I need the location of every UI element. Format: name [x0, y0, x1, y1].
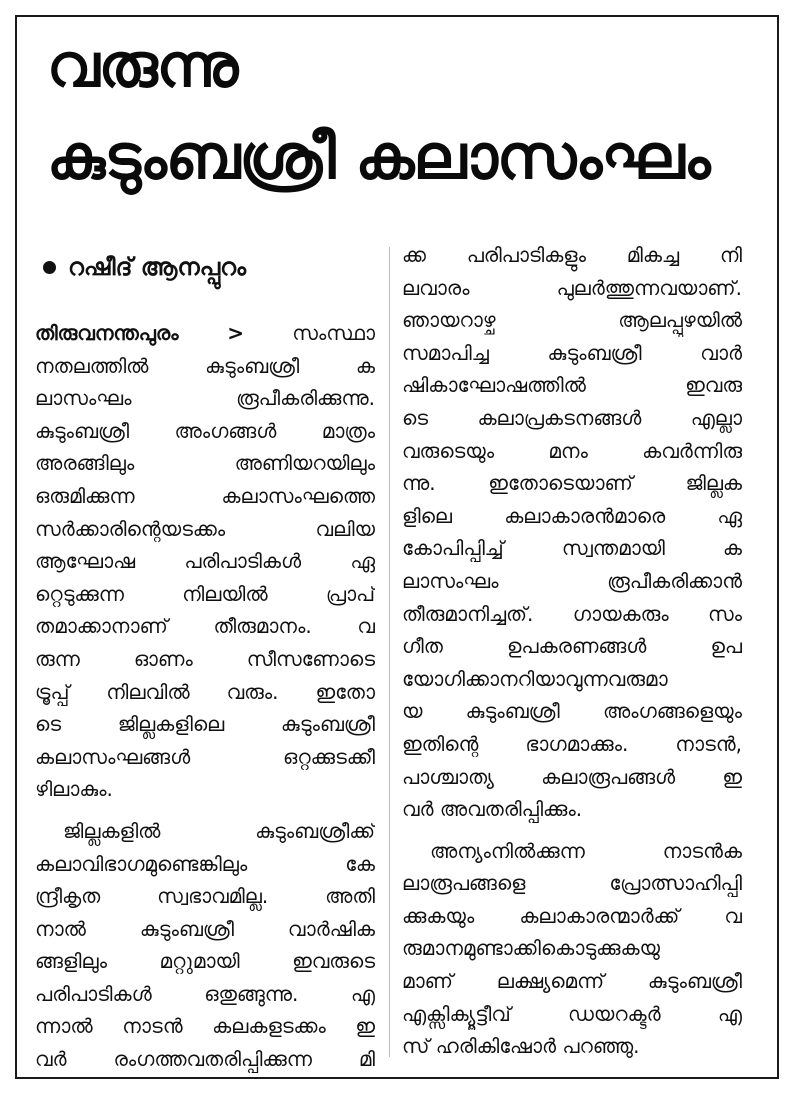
paragraph-line: ന്നാൽ നാടൻ കലകളടക്കം ഇ: [35, 1014, 375, 1039]
paragraph-line: പരിപാടികൾ ഒതുങ്ങുന്നു. എ: [35, 981, 375, 1006]
paragraph-line: ളിലെ കലാകാരൻമാരെ ഏ: [402, 503, 742, 528]
paragraph-line: ടെ ജില്ലകളിലെ കുടുംബശ്രീ: [35, 712, 375, 737]
newspaper-clipping: [15, 15, 779, 1079]
paragraph-line: ജില്ലകളിൽ കുടുംബശ്രീക്ക്: [63, 818, 375, 843]
paragraph-line: ഴിലാകും.: [35, 777, 113, 802]
paragraph-line: വർ രംഗത്തവതരിപ്പിക്കുന്ന മി: [35, 1047, 375, 1072]
paragraph-line: നതലത്തിൽ കുടുംബശ്രീ ക: [35, 353, 375, 378]
paragraph-line: കലാവിഭാഗമുണ്ടെങ്കിലും കേ: [35, 851, 375, 876]
paragraph-line: ട്രൂപ്പ് നിലവിൽ വരും. ഇതോ: [35, 679, 375, 704]
paragraph-line: വരുടെയും മനം കവർന്നിരു: [402, 438, 742, 463]
paragraph-line: ഷികാഘോഷത്തിൽ ഇവരു: [402, 373, 742, 398]
paragraph-line: ഇതിന്റെ ഭാഗമാക്കും. നാടൻ,: [402, 731, 742, 756]
paragraph-line: യോഗിക്കാനറിയാവുന്നവരുമാ: [402, 666, 668, 691]
paragraph-line: സമാപിച്ച കുടുംബശ്രീ വാർ: [402, 340, 742, 365]
paragraph-line: എക്സിക്യൂട്ടീവ് ഡയറക്ടർ എ: [402, 1001, 742, 1026]
paragraph-line: വർ അവതരിപ്പിക്കും.: [402, 797, 583, 822]
paragraph-line: ഒരുമിക്കുന്ന കലാസംഘത്തെ: [35, 483, 375, 508]
paragraph-line: ആഘോഷ പരിപാടികൾ ഏ: [35, 549, 375, 574]
paragraph-line: ഗീത ഉപകരണങ്ങൾ ഉപ: [402, 634, 742, 659]
paragraph-line: ലാരൂപങ്ങളെ പ്രോത്സാഹിപ്പി: [402, 871, 742, 896]
headline-line-2: കുടുംബശ്രീ കലാസംഘം: [47, 120, 710, 193]
paragraph-line: രുന്ന ഓണം സീസണോടെ: [35, 646, 375, 671]
dateline: തിരുവനന്തപുരം >: [35, 321, 245, 345]
paragraph-line: നാൽ കുടുംബശ്രീ വാർഷിക: [35, 916, 375, 941]
paragraph-line: അരങ്ങിലും അണിയറയിലും: [35, 451, 375, 476]
paragraph-line: കോപിപ്പിച്ച് സ്വന്തമായി ക: [402, 536, 742, 561]
paragraph-line: രുമാനമുണ്ടാക്കികൊടുക്കുകയു: [402, 936, 660, 961]
paragraph-line: റ്റെടുക്കുന്ന നിലയിൽ പ്രാപ്: [35, 581, 375, 606]
paragraph-line: മാണ് ലക്ഷ്യമെന്ന് കുടുംബശ്രീ: [402, 969, 742, 994]
bullet-icon: [43, 261, 56, 274]
paragraph-line: ഞായറാഴ്ച ആലപ്പുഴയിൽ: [402, 308, 742, 333]
paragraph-line: ടെ കലാപ്രകടനങ്ങൾ എല്ലാ: [402, 405, 742, 430]
paragraph-line: കലാസംഘങ്ങൾ ഒറ്റക്കുടക്കീ: [35, 744, 375, 769]
paragraph-line: ന്ദ്രീകൃത സ്വഭാവമില്ല. അതി: [35, 884, 375, 909]
byline-author: റഷീദ് ആനപ്പുറം: [68, 253, 247, 281]
paragraph-line: യ കുടുംബശ്രീ അംഗങ്ങളെയും: [402, 699, 742, 724]
left-column: [35, 239, 375, 1076]
paragraph-line: ലവാരം പുലർത്തുന്നവയാണ്.: [402, 275, 742, 300]
paragraph-line: [35, 317, 375, 350]
paragraph-line: സ് ഹരികിഷോർ പറഞ്ഞു.: [402, 1034, 640, 1059]
paragraph-line: ലാസംഘം രൂപീകരിക്കാൻ: [402, 568, 742, 593]
paragraph-line: ക്ക പരിപാടികളും മികച്ച നി: [402, 243, 742, 267]
byline: [43, 249, 375, 285]
paragraph-line: തമാക്കാനാണ് തീരുമാനം. വ: [35, 614, 375, 639]
paragraph-line: തീരുമാനിച്ചത്. ഗായകരും സം: [402, 601, 742, 626]
paragraph-line: കുടുംബശ്രീ അംഗങ്ങൾ മാത്രം: [35, 418, 375, 443]
paragraph-line: സർക്കാരിന്റെയടക്കം വലിയ: [35, 516, 375, 541]
headline-line-1: വരുന്നു: [47, 31, 238, 101]
paragraph-line: ങ്ങളിലും മറ്റുമായി ഇവരുടെ: [35, 949, 375, 974]
paragraph-line: ലാസംഘം രൂപീകരിക്കുന്നു.: [35, 386, 375, 411]
paragraph-line: ന്നു. ഇതോടെയാണ് ജില്ലക: [402, 471, 742, 496]
paragraph-line: പാശ്ചാത്യ കലാരൂപങ്ങൾ ഇ: [402, 764, 742, 789]
paragraph-text: സംസ്ഥാ: [292, 321, 375, 345]
column-divider: [389, 247, 390, 1057]
right-column: [402, 239, 742, 1063]
paragraph-line: ക്കുകയും കലാകാരന്മാർക്ക് വ: [402, 903, 742, 928]
paragraph-line: അന്യംനിൽക്കുന്ന നാടൻക: [430, 838, 742, 863]
headline: [47, 23, 709, 205]
